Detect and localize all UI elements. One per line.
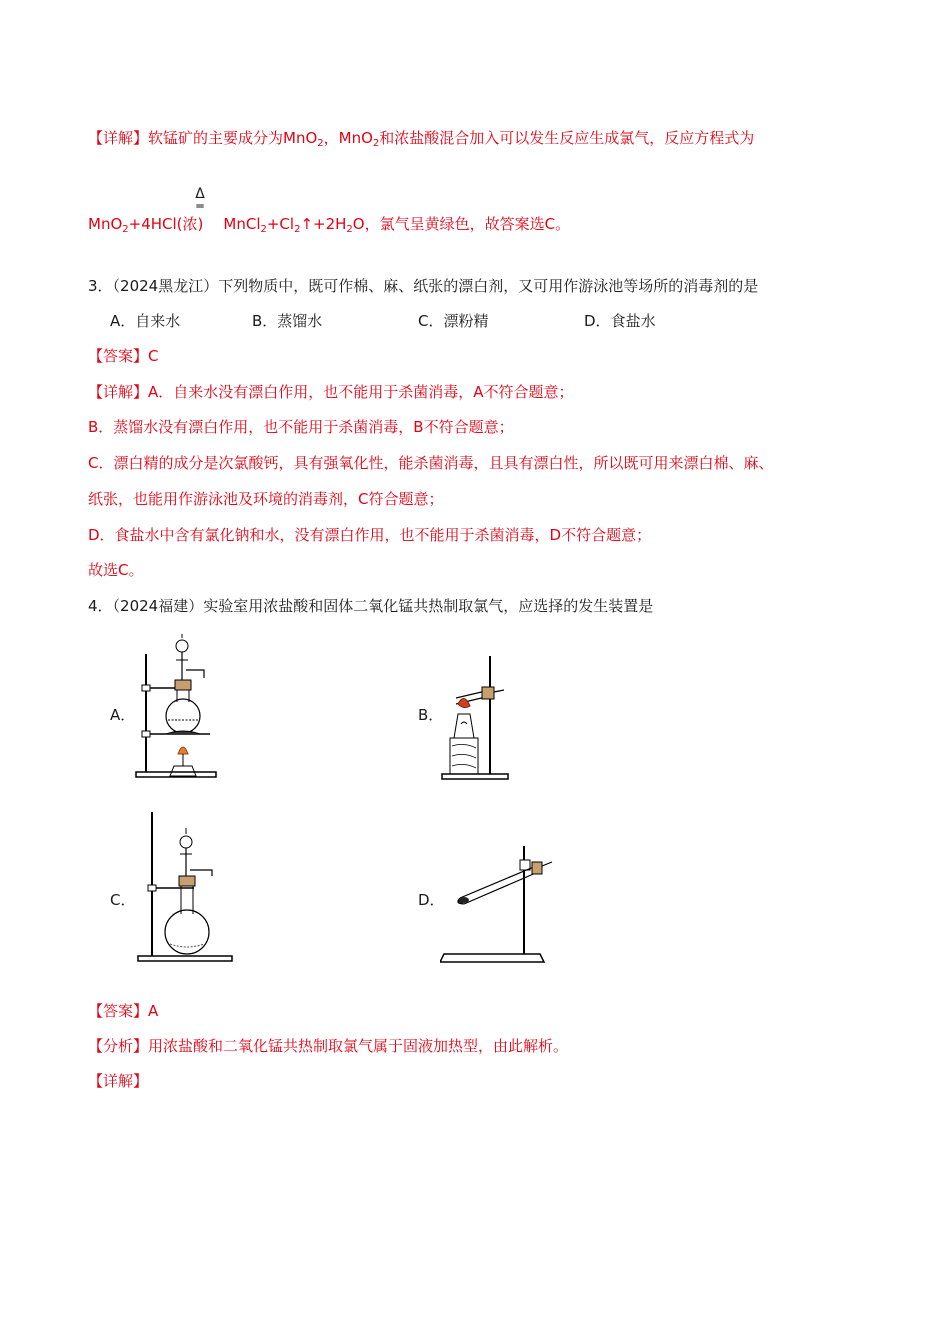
q3-detail-c2: 纸张，也能用作游泳池及环境的消毒剂，C符合题意；: [88, 490, 444, 508]
q4-analysis: 【分析】用浓盐酸和二氧化锰共热制取氯气属于固液加热型，由此解析。: [88, 1037, 569, 1055]
figure-a-label: A．: [110, 706, 136, 724]
q3-detail-c1: C．漂白精的成分是次氯酸钙，具有强氧化性，能杀菌消毒，且具有漂白性，所以既可用来漂白棉、麻、: [88, 454, 774, 472]
figure-d-label: D．: [418, 891, 445, 909]
q4-stem: 4．（2024福建）实验室用浓盐酸和固体二氧化锰共热制取氯气，应选择的发生装置是: [88, 597, 654, 615]
q4-detail: 【详解】: [88, 1072, 149, 1090]
q3-answer: 【答案】C: [88, 347, 159, 365]
heating-condition: Δ ═: [195, 186, 205, 213]
q4-answer: 【答案】A: [88, 1002, 159, 1020]
detail-tag: 【详解】: [88, 129, 149, 147]
figure-b-apparatus: [438, 654, 513, 782]
q3-option-a: A．自来水: [110, 312, 181, 330]
figure-d-apparatus: [440, 840, 556, 966]
figure-a-apparatus: [130, 626, 230, 782]
q3-option-c: C．漂粉精: [418, 312, 489, 330]
q3-detail-d: D．食盐水中含有氯化钠和水，没有漂白作用，也不能用于杀菌消毒，D不符合题意；: [88, 526, 652, 544]
q3-option-d: D．食盐水: [584, 312, 656, 330]
q3-conclusion: 故选C。: [88, 561, 144, 579]
reaction-equation: MnO$_2$+4HCl(浓) $MnCl_2+Cl_2↑+2H_2O$，氯气呈黄绿色，故答案选C。: [88, 215, 571, 235]
q3-detail-b: B．蒸馏水没有漂白作用，也不能用于杀菌消毒，B不符合题意；: [88, 418, 514, 436]
figure-c-label: C．: [110, 891, 136, 909]
q3-option-b: B．蒸馏水: [252, 312, 323, 330]
figure-c-apparatus: [134, 810, 234, 966]
figure-b-label: B．: [418, 706, 444, 724]
prev-detail-line: 【详解】软锰矿的主要成分为MnO$_2$，MnO$_2$和浓盐酸混合加入可以发生反应生成氯气，反应方程式为: [88, 129, 755, 149]
q3-stem: 3．（2024黑龙江）下列物质中，既可作棉、麻、纸张的漂白剂，又可用作游泳池等场所的消毒剂的是: [88, 277, 759, 295]
q3-detail-a: 【详解】A．自来水没有漂白作用，也不能用于杀菌消毒，A不符合题意；: [88, 383, 574, 401]
